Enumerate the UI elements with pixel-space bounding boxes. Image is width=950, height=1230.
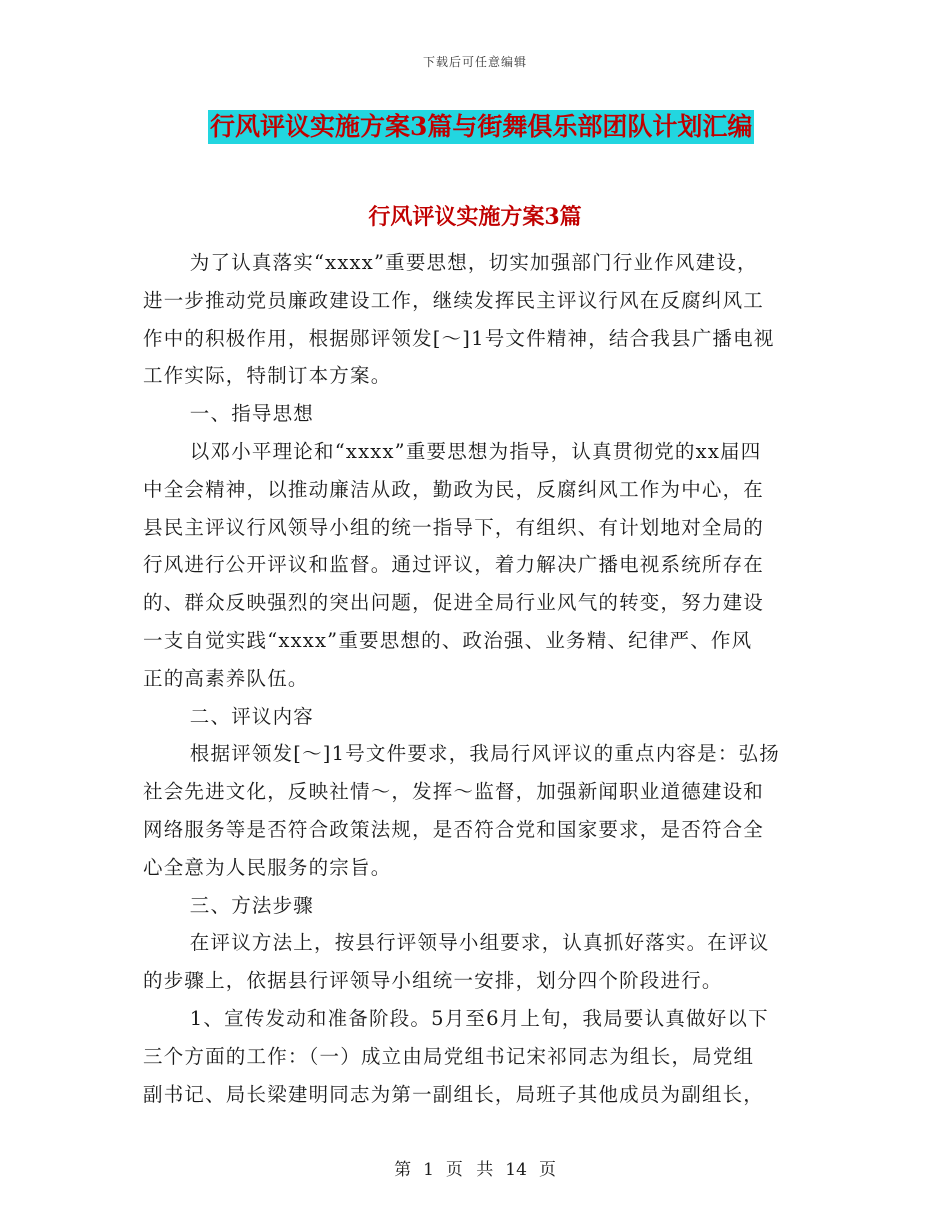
body-line: 正的高素养队伍。 xyxy=(143,666,309,690)
body-line: 的步骤上，依据县行评领导小组统一安排，划分四个阶段进行。 xyxy=(143,969,723,993)
body-line: 中全会精神，以推动廉洁从政，勤政为民，反腐纠风工作为中心，在 xyxy=(143,477,765,501)
body-line: 三个方面的工作：（一）成立由局党组书记宋祁同志为组长，局党组 xyxy=(143,1044,755,1068)
body-line: 三、方法步骤 xyxy=(189,893,314,917)
body-line: 副书记、局长梁建明同志为第一副组长，局班子其他成员为副组长， xyxy=(143,1082,765,1106)
body-line: 以邓小平理论和“xxxx”重要思想为指导，认真贯彻党的xx届四 xyxy=(189,439,762,463)
footer-suffix: 页 xyxy=(538,1160,556,1180)
body-line: 在评议方法上，按县行评领导小组要求，认真抓好落实。在评议 xyxy=(189,931,770,955)
body-line: 进一步推动党员廉政建设工作，继续发挥民主评议行风在反腐纠风工 xyxy=(143,288,765,312)
body-line: 1、宣传发动和准备阶段。5月至6月上旬，我局要认真做好以下 xyxy=(189,1006,769,1030)
body-line: 工作实际，特制订本方案。 xyxy=(143,364,392,388)
body-line: 为了认真落实“xxxx”重要思想，切实加强部门行业作风建设， xyxy=(189,251,758,274)
body-line: 网络服务等是否符合政策法规，是否符合党和国家要求，是否符合全 xyxy=(143,817,765,841)
body-line: 根据评领发[～]1号文件要求，我局行风评议的重点内容是：弘扬 xyxy=(189,742,780,766)
body-line: 一、指导思想 xyxy=(189,402,314,426)
header-note: 下载后可任意编辑 xyxy=(422,55,527,69)
section-title: 行风评议实施方案3篇 xyxy=(368,204,582,230)
footer-middle: 页 共 xyxy=(445,1160,494,1180)
body-line: 的、群众反映强烈的突出问题，促进全局行业风气的转变，努力建设 xyxy=(143,591,765,615)
body-line: 社会先进文化，反映社情～，发挥～监督，加强新闻职业道德建设和 xyxy=(143,780,765,804)
body-line: 一支自觉实践“xxxx”重要思想的、政治强、业务精、纪律严、作风 xyxy=(143,628,753,652)
footer-prefix: 第 xyxy=(394,1160,412,1180)
body-line: 心全意为人民服务的宗旨。 xyxy=(143,855,392,879)
body-line: 作中的积极作用，根据郧评领发[～]1号文件精神，结合我县广播电视 xyxy=(143,326,775,350)
footer-page-number: 1 xyxy=(423,1160,434,1180)
page-footer xyxy=(0,1155,950,1180)
document-title: 行风评议实施方案3篇与街舞俱乐部团队计划汇编 xyxy=(208,110,754,144)
footer-total-pages: 14 xyxy=(505,1160,527,1180)
body-line: 行风进行公开评议和监督。通过评议，着力解决广播电视系统所存在 xyxy=(143,553,765,577)
body-text xyxy=(143,244,813,1113)
body-line: 二、评议内容 xyxy=(189,704,314,728)
body-line: 县民主评议行风领导小组的统一指导下，有组织、有计划地对全局的 xyxy=(143,515,765,539)
